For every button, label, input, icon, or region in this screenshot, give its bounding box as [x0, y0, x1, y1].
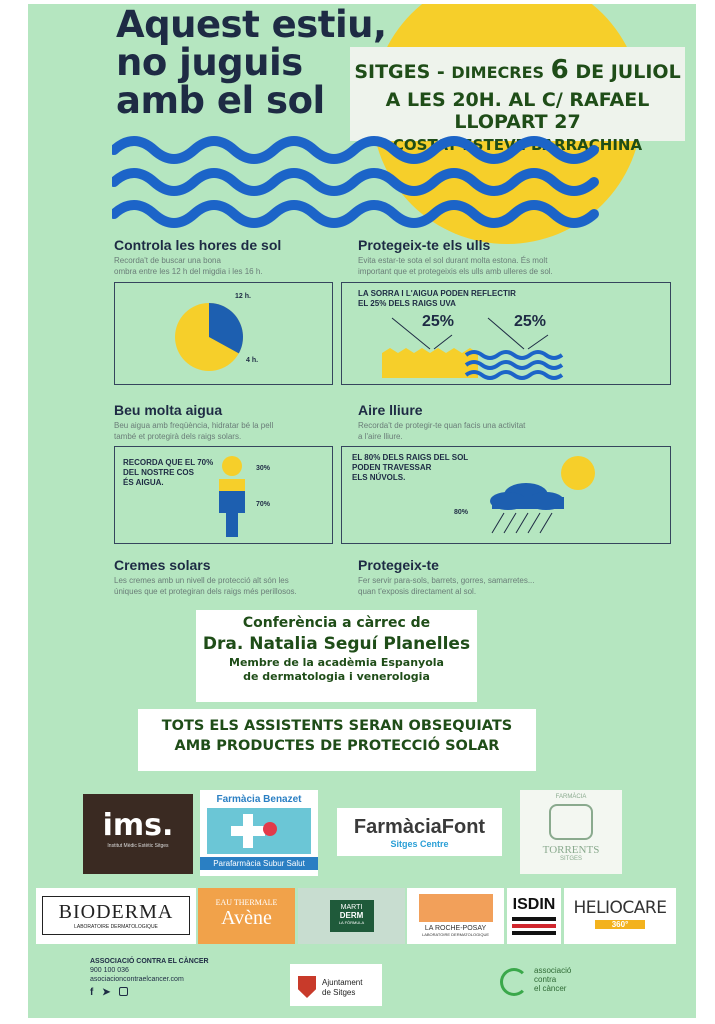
avene-top-text: EAU THERMALE	[215, 898, 278, 907]
farmacia-font-text: FarmàciaFont	[353, 816, 486, 838]
heliocare-text: HELIOCARE	[573, 898, 667, 918]
eyes-panel	[341, 282, 671, 385]
gift-box	[138, 709, 536, 771]
bioderma-sub: LABORATOIRE DERMATOLOGIQUE	[74, 924, 158, 930]
avene-text: Avène	[221, 907, 272, 929]
ims-logo	[83, 794, 193, 874]
title-line-1: Aquest estiu,	[116, 4, 387, 46]
la-roche-orange-block	[419, 894, 493, 922]
water-text-line-1: Beu aigua amb freqüència, hidratar bé la pell	[114, 421, 274, 430]
conference-intro: Conferència a càrrec de	[242, 615, 431, 631]
torrents-building-icon	[549, 804, 593, 840]
event-time-place: A LES 20H. AL C/ RAFAEL LLOPART 27	[385, 89, 650, 133]
water-pct-bottom: 70%	[256, 501, 271, 508]
wave-line-1	[114, 141, 594, 159]
gift-line-1: TOTS ELS ASSISTENTS SERAN OBSEQUIATS	[161, 718, 513, 734]
benazet-top-text: Farmàcia Benazet	[216, 794, 302, 805]
creams-text-line-2: úniques que et protegiran dels raigs més perillosos.	[114, 587, 297, 596]
avene-logo	[198, 888, 295, 944]
isdin-text: ISDIN	[512, 896, 556, 913]
footer-social-icons	[90, 987, 128, 998]
ray-right-in	[488, 318, 524, 349]
hours-text-line-1: Recorda't de buscar una bona	[114, 256, 221, 265]
water-panel	[114, 446, 333, 544]
water-panel-line-1: RECORDA QUE EL 70%	[123, 458, 214, 467]
la-roche-posay-logo	[407, 888, 504, 944]
creams-title: Cremes solars	[114, 557, 211, 573]
conference-affiliation-2: de dermatologia i venerologia	[243, 670, 430, 683]
marti-text: DERM	[339, 911, 364, 920]
cloud-icon	[492, 497, 564, 509]
air-text-line-1: Recorda't de protegir-te quan facis una activitat	[358, 421, 526, 430]
air-panel-line-2: PODEN TRAVESSAR	[352, 463, 432, 472]
marti-sub: LA FÓRMULA	[338, 920, 365, 925]
event-landmark: COSTAT ESTEVE BARRACHINA	[392, 136, 643, 154]
event-town: SITGES	[354, 61, 431, 83]
water-panel-line-3: ÉS AIGUA.	[123, 478, 164, 487]
ajuntament-sitges-logo	[290, 964, 382, 1006]
marti-derm-logo	[298, 888, 405, 944]
pie-label-12: 12 h.	[235, 293, 251, 300]
air-pct: 80%	[454, 509, 469, 516]
title-line-2: no juguis	[116, 41, 303, 84]
water-text	[114, 420, 273, 442]
footer-org-info	[90, 957, 209, 984]
gift-line-2: AMB PRODUCTES DE PROTECCIÓ SOLAR	[174, 738, 500, 754]
reflection-illustration	[342, 283, 670, 384]
farmacia-font-logo	[337, 808, 502, 856]
small-sun-icon	[561, 456, 595, 490]
marti-top-text: MARTI	[340, 904, 363, 911]
isdin-logo	[507, 888, 561, 944]
footer-phone: 900 100 036	[90, 967, 129, 974]
hours-text	[114, 255, 263, 277]
eyes-panel-line-2: EL 25% DELS RAIGS UVA	[358, 299, 456, 308]
aecc-line-3: el càncer	[534, 984, 567, 993]
torrents-sub-text: SITGES	[559, 856, 582, 862]
eyes-pct-right: 25%	[514, 313, 547, 330]
water-wave-2	[466, 362, 562, 368]
aecc-icon	[500, 968, 528, 996]
water-wave-3	[466, 372, 562, 378]
water-wave-1	[466, 352, 562, 358]
ray-left-in	[392, 318, 430, 349]
ims-logo-sub: Institut Mèdic Estètic Sitges	[107, 843, 169, 849]
ajuntament-line-2: de Sitges	[322, 988, 356, 997]
waves-illustration	[112, 132, 612, 232]
air-text	[358, 420, 525, 442]
event-month: DE JULIOL	[575, 61, 681, 83]
hours-title: Controla les hores de sol	[114, 237, 282, 253]
eyes-text	[358, 255, 553, 277]
water-panel-line-2: DEL NOSTRE COS	[123, 468, 194, 477]
twitter-icon[interactable]: ➤	[102, 987, 111, 998]
poster-title	[116, 6, 387, 120]
event-day-number: 6	[550, 55, 569, 85]
instagram-icon[interactable]	[119, 987, 128, 996]
eyes-title: Protegeix-te els ulls	[358, 237, 491, 253]
water-text-line-2: també et protegirà dels raigs solars.	[114, 432, 242, 441]
heliocare-logo	[564, 888, 676, 944]
footer-web: asociacioncontraelcancer.com	[90, 976, 184, 983]
benazet-bottom-text: Parafarmàcia Subur Salut	[200, 857, 318, 870]
ims-logo-text: ims.	[102, 808, 174, 843]
eyes-text-line-2: important que et protegeixis els ulls amb ulleres de sol.	[358, 267, 553, 276]
protect-text-line-2: quan t'exposis directament al sol.	[358, 587, 477, 596]
eyes-text-line-1: Evita estar-te sota el sol durant molta estona. És molt	[358, 256, 548, 265]
water-title: Beu molta aigua	[114, 402, 223, 418]
air-text-line-2: a l'aire lliure.	[358, 432, 403, 441]
wave-line-3	[114, 205, 594, 223]
la-roche-text: LA ROCHE-POSAY	[424, 925, 487, 932]
body-figure-icon	[215, 455, 249, 539]
facebook-icon[interactable]: f	[90, 987, 94, 998]
eyes-panel-line-1: LA SORRA I L'AIGUA PODEN REFLECTIR	[358, 289, 516, 298]
water-pct-top: 30%	[256, 465, 271, 472]
wave-line-2	[114, 173, 594, 191]
air-title: Aire lliure	[358, 402, 423, 418]
creams-text	[114, 575, 297, 597]
aecc-line-2: contra	[534, 975, 557, 984]
protect-title: Protegeix-te	[358, 557, 439, 573]
torrents-top-text: FARMÀCIA	[555, 794, 587, 800]
creams-text-line-1: Les cremes amb un nivell de protecció alt són les	[114, 576, 289, 585]
hours-pie-chart	[173, 301, 245, 373]
sitges-shield-icon	[298, 976, 316, 998]
aecc-line-1: associació	[534, 966, 572, 975]
la-roche-sub: LABORATOIRE DERMATOLOGIQUE	[421, 932, 490, 937]
sand-illustration	[382, 348, 478, 378]
poster	[28, 4, 696, 1018]
event-sep: -	[430, 61, 452, 83]
bioderma-logo	[36, 888, 196, 944]
air-panel-line-1: EL 80% DELS RAIGS DEL SOL	[352, 453, 469, 462]
eyes-pct-left: 25%	[422, 313, 455, 330]
torrents-logo	[520, 790, 622, 874]
farmacia-font-sub: Sitges Centre	[390, 839, 449, 849]
protect-text	[358, 575, 535, 597]
water-panel-text	[123, 458, 213, 488]
footer-org: ASSOCIACIÓ CONTRA EL CÀNCER	[90, 958, 209, 965]
conference-box	[196, 610, 477, 702]
protect-text-line-1: Fer servir para-sols, barrets, gorres, samarretes...	[358, 576, 535, 585]
air-panel-line-3: ELS NÚVOLS.	[352, 473, 406, 482]
hours-text-line-2: ombra entre les 12 h del migdia i les 16 h.	[114, 267, 263, 276]
conference-speaker: Dra. Natalia Seguí Planelles	[202, 634, 471, 654]
benazet-cross-icon	[207, 808, 311, 854]
ajuntament-line-1: Ajuntament	[322, 978, 363, 987]
event-day-label: DIMECRES	[451, 63, 545, 82]
air-panel	[341, 446, 671, 544]
ray-right-out	[528, 335, 548, 349]
benazet-logo	[200, 790, 318, 876]
conference-affiliation-1: Membre de la acadèmia Espanyola	[229, 656, 444, 669]
hours-panel	[114, 282, 333, 385]
cloud-sun-illustration	[442, 451, 668, 541]
title-line-3: amb el sol	[116, 79, 325, 122]
pie-label-4: 4 h.	[246, 357, 259, 364]
bioderma-text: BIODERMA	[58, 901, 174, 923]
torrents-name-text: TORRENTS	[542, 844, 600, 856]
aecc-logo	[498, 962, 618, 1002]
heliocare-sub: 360°	[595, 920, 645, 929]
ray-left-out	[434, 335, 452, 349]
event-info-box	[350, 47, 685, 154]
